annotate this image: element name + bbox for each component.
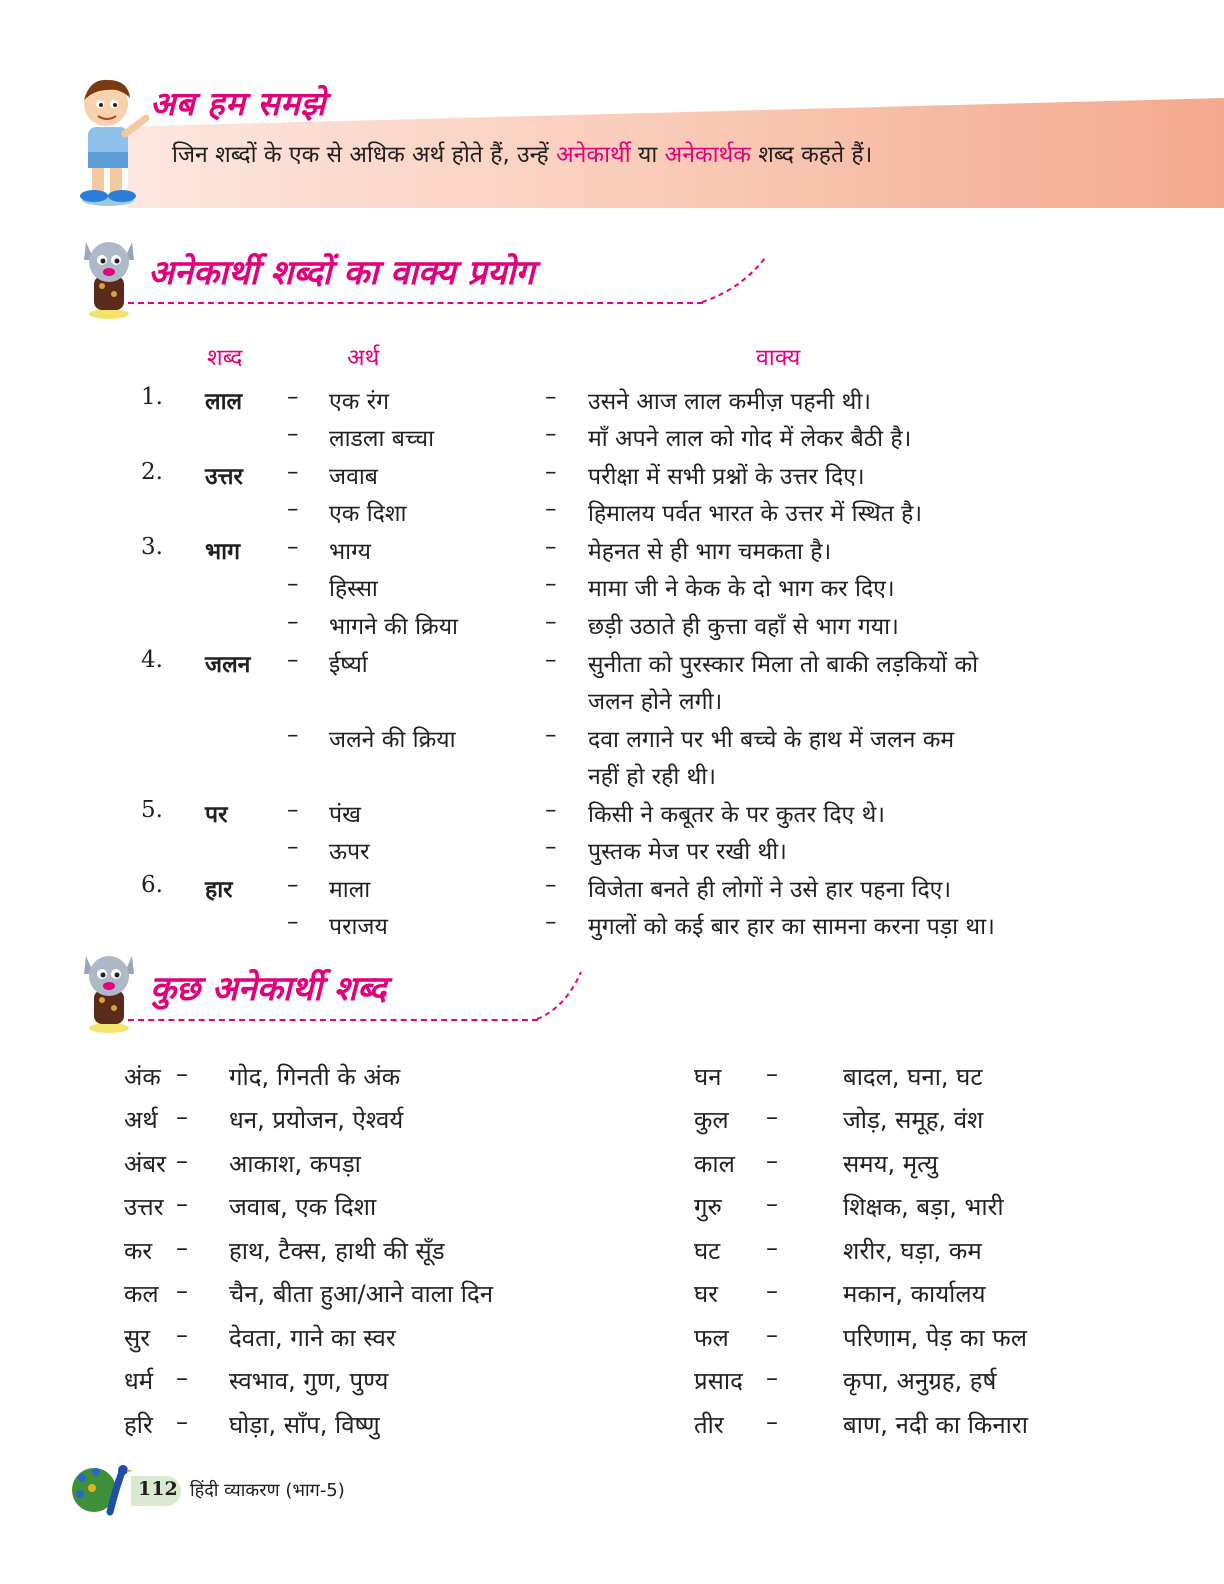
entry-dash: – xyxy=(176,1147,188,1175)
entry-word: गुरु xyxy=(694,1193,722,1221)
word-entry xyxy=(0,1364,1224,1408)
row-dash: – xyxy=(545,384,557,410)
term-anekarthi: अनेकार्थी xyxy=(556,142,631,168)
entry-word: सुर xyxy=(124,1324,151,1352)
row-meaning: माला xyxy=(329,877,371,903)
entry-dash: – xyxy=(176,1234,188,1262)
entry-word: अंक xyxy=(124,1063,161,1091)
row-dash: – xyxy=(545,872,557,898)
row-meaning: जवाब xyxy=(329,464,378,490)
entry-word: घट xyxy=(694,1237,721,1265)
entry-meanings: परिणाम, पेड़ का फल xyxy=(843,1324,1027,1352)
word-entry xyxy=(0,1190,1224,1234)
row-sentence: मामा जी ने केक के दो भाग कर दिए। xyxy=(588,576,895,602)
entry-meanings: शिक्षक, बड़ा, भारी xyxy=(843,1193,1004,1221)
entry-word: अंबर xyxy=(124,1150,166,1178)
row-meaning: भाग्य xyxy=(329,539,371,565)
entry-meanings: देवता, गाने का स्वर xyxy=(229,1324,396,1352)
word-entry xyxy=(0,1103,1224,1147)
row-dash: – xyxy=(545,834,557,860)
word-entry xyxy=(0,1060,1224,1104)
row-word: हार xyxy=(205,877,233,903)
entry-word: हरि xyxy=(124,1411,153,1439)
row-number: 3. xyxy=(141,534,163,560)
entry-meanings: स्वभाव, गुण, पुण्य xyxy=(229,1367,389,1395)
definition-text-end: शब्द कहते हैं। xyxy=(750,142,873,168)
usage-row xyxy=(0,722,1224,790)
banner-definition xyxy=(172,137,872,169)
row-sentence: किसी ने कबूतर के पर कुतर दिए थे। xyxy=(588,802,886,828)
row-meaning: लाडला बच्चा xyxy=(329,426,435,452)
entry-meanings: जोड़, समूह, वंश xyxy=(843,1106,984,1134)
row-dash: – xyxy=(287,496,299,522)
row-meaning: जलने की क्रिया xyxy=(329,727,456,753)
entry-dash: – xyxy=(766,1364,778,1392)
row-meaning: एक रंग xyxy=(329,389,390,415)
row-dash: – xyxy=(287,459,299,485)
usage-row xyxy=(0,909,1224,946)
row-meaning: ईर्ष्या xyxy=(329,652,368,678)
entry-dash: – xyxy=(176,1060,188,1088)
entry-word: उत्तर xyxy=(124,1193,164,1221)
entry-dash: – xyxy=(766,1408,778,1436)
entry-meanings: शरीर, घड़ा, कम xyxy=(843,1237,982,1265)
row-dash: – xyxy=(545,647,557,673)
row-dash: – xyxy=(287,421,299,447)
entry-dash: – xyxy=(176,1103,188,1131)
word-entry xyxy=(0,1277,1224,1321)
entry-meanings: गोद, गिनती के अंक xyxy=(229,1063,401,1091)
usage-row xyxy=(0,459,1224,496)
row-sentence: पुस्तक मेज पर रखी थी। xyxy=(588,839,787,865)
entry-dash: – xyxy=(766,1277,778,1305)
usage-row xyxy=(0,496,1224,533)
row-dash: – xyxy=(545,797,557,823)
row-sentence: छड़ी उठाते ही कुत्ता वहाँ से भाग गया। xyxy=(588,614,899,640)
row-meaning: पराजय xyxy=(329,914,388,940)
entry-meanings: जवाब, एक दिशा xyxy=(229,1193,377,1221)
row-dash: – xyxy=(287,872,299,898)
entry-word: प्रसाद xyxy=(694,1367,743,1395)
entry-meanings: समय, मृत्यु xyxy=(843,1150,938,1178)
book-title: हिंदी व्याकरण (भाग-5) xyxy=(190,1480,345,1501)
row-dash: – xyxy=(545,571,557,597)
row-dash: – xyxy=(545,609,557,635)
entry-meanings: कृपा, अनुग्रह, हर्ष xyxy=(843,1367,997,1395)
row-word: लाल xyxy=(205,389,243,415)
word-entry xyxy=(0,1321,1224,1365)
row-word: भाग xyxy=(205,539,241,565)
row-number: 5. xyxy=(141,797,163,823)
row-sentence: मेहनत से ही भाग चमकता है। xyxy=(588,539,832,565)
row-sentence: सुनीता को पुरस्कार मिला तो बाकी लड़कियों को xyxy=(588,652,979,678)
term-anekarthak: अनेकार्थक xyxy=(664,142,751,168)
row-number: 1. xyxy=(141,384,163,410)
row-word: उत्तर xyxy=(205,464,243,490)
row-sentence: हिमालय पर्वत भारत के उत्तर में स्थित है। xyxy=(588,501,923,527)
row-dash: – xyxy=(545,496,557,522)
row-number: 2. xyxy=(141,459,163,485)
usage-row xyxy=(0,534,1224,571)
row-word: पर xyxy=(205,802,228,828)
entry-dash: – xyxy=(766,1190,778,1218)
row-dash: – xyxy=(287,797,299,823)
usage-row xyxy=(0,609,1224,646)
page-number: 112 xyxy=(138,1478,178,1500)
row-sentence: दवा लगाने पर भी बच्चे के हाथ में जलन कम xyxy=(588,727,955,753)
row-dash: – xyxy=(545,909,557,935)
entry-dash: – xyxy=(176,1364,188,1392)
entry-meanings: आकाश, कपड़ा xyxy=(229,1150,361,1178)
row-sentence: विजेता बनते ही लोगों ने उसे हार पहना दिए। xyxy=(588,877,952,903)
usage-row xyxy=(0,834,1224,871)
section2-title: कुछ अनेकार्थी शब्द xyxy=(150,969,387,1009)
entry-word: घर xyxy=(694,1280,718,1308)
usage-row xyxy=(0,571,1224,608)
row-number: 4. xyxy=(141,647,163,673)
row-dash: – xyxy=(545,421,557,447)
row-meaning: पंख xyxy=(329,802,361,828)
row-word: जलन xyxy=(205,652,251,678)
row-dash: – xyxy=(545,534,557,560)
row-number: 6. xyxy=(141,872,163,898)
section1-title: अनेकार्थी शब्दों का वाक्य प्रयोग xyxy=(148,253,535,293)
row-sentence: मुगलों को कई बार हार का सामना करना पड़ा था। xyxy=(588,914,995,940)
word-entry xyxy=(0,1408,1224,1452)
row-meaning: भागने की क्रिया xyxy=(329,614,459,640)
row-dash: – xyxy=(287,647,299,673)
row-dash: – xyxy=(545,459,557,485)
entry-word: कल xyxy=(124,1280,159,1308)
entry-meanings: घोड़ा, साँप, विष्णु xyxy=(229,1411,380,1439)
section2-underline xyxy=(128,1019,538,1021)
usage-row xyxy=(0,647,1224,715)
usage-row xyxy=(0,421,1224,458)
entry-meanings: बादल, घना, घट xyxy=(843,1063,983,1091)
entry-meanings: मकान, कार्यालय xyxy=(843,1280,986,1308)
entry-word: फल xyxy=(694,1324,729,1352)
row-sentence-continued: जलन होने लगी। xyxy=(588,689,723,715)
header-sentence: वाक्य xyxy=(756,345,801,371)
row-meaning: एक दिशा xyxy=(329,501,407,527)
entry-word: धर्म xyxy=(124,1367,154,1395)
word-entry xyxy=(0,1147,1224,1191)
entry-dash: – xyxy=(176,1321,188,1349)
usage-row xyxy=(0,384,1224,421)
word-entry xyxy=(0,1234,1224,1278)
definition-text-mid: या xyxy=(630,142,665,168)
entry-word: कर xyxy=(124,1237,153,1265)
entry-dash: – xyxy=(176,1277,188,1305)
row-sentence: परीक्षा में सभी प्रश्नों के उत्तर दिए। xyxy=(588,464,865,490)
entry-meanings: चैन, बीता हुआ/आने वाला दिन xyxy=(229,1280,494,1308)
row-dash: – xyxy=(287,609,299,635)
entry-dash: – xyxy=(176,1408,188,1436)
entry-meanings: बाण, नदी का किनारा xyxy=(843,1411,1028,1439)
row-dash: – xyxy=(287,384,299,410)
cat-mascot-icon xyxy=(76,230,142,320)
row-dash: – xyxy=(287,909,299,935)
row-meaning: ऊपर xyxy=(329,839,370,865)
entry-word: कुल xyxy=(694,1106,729,1134)
section1-underline xyxy=(128,302,703,304)
entry-dash: – xyxy=(176,1190,188,1218)
section1-underline-tail xyxy=(700,255,770,305)
entry-dash: – xyxy=(766,1060,778,1088)
usage-row xyxy=(0,797,1224,834)
row-dash: – xyxy=(287,834,299,860)
entry-word: काल xyxy=(694,1150,735,1178)
entry-word: तीर xyxy=(694,1411,724,1439)
row-meaning: हिस्सा xyxy=(329,576,378,602)
header-word: शब्द xyxy=(207,345,243,371)
entry-dash: – xyxy=(766,1103,778,1131)
row-dash: – xyxy=(287,534,299,560)
entry-word: अर्थ xyxy=(124,1106,158,1134)
entry-dash: – xyxy=(766,1321,778,1349)
section2-underline-tail xyxy=(535,970,585,1022)
entry-dash: – xyxy=(766,1147,778,1175)
boy-mascot-icon xyxy=(70,72,150,207)
row-dash: – xyxy=(287,722,299,748)
row-sentence-continued: नहीं हो रही थी। xyxy=(588,764,716,790)
entry-word: घन xyxy=(694,1063,722,1091)
header-meaning: अर्थ xyxy=(347,345,380,371)
row-dash: – xyxy=(287,571,299,597)
entry-meanings: धन, प्रयोजन, ऐश्वर्य xyxy=(229,1106,404,1134)
entry-meanings: हाथ, टैक्स, हाथी की सूँड xyxy=(229,1237,445,1265)
entry-dash: – xyxy=(766,1234,778,1262)
row-sentence: माँ अपने लाल को गोद में लेकर बैठी है। xyxy=(588,426,912,452)
usage-row xyxy=(0,872,1224,909)
row-dash: – xyxy=(545,722,557,748)
row-sentence: उसने आज लाल कमीज़ पहनी थी। xyxy=(588,389,872,415)
definition-text-start: जिन शब्दों के एक से अधिक अर्थ होते हैं, उन्हें xyxy=(172,142,557,168)
banner-title: अब हम समझे xyxy=(150,84,326,123)
peacock-icon xyxy=(70,1458,134,1518)
